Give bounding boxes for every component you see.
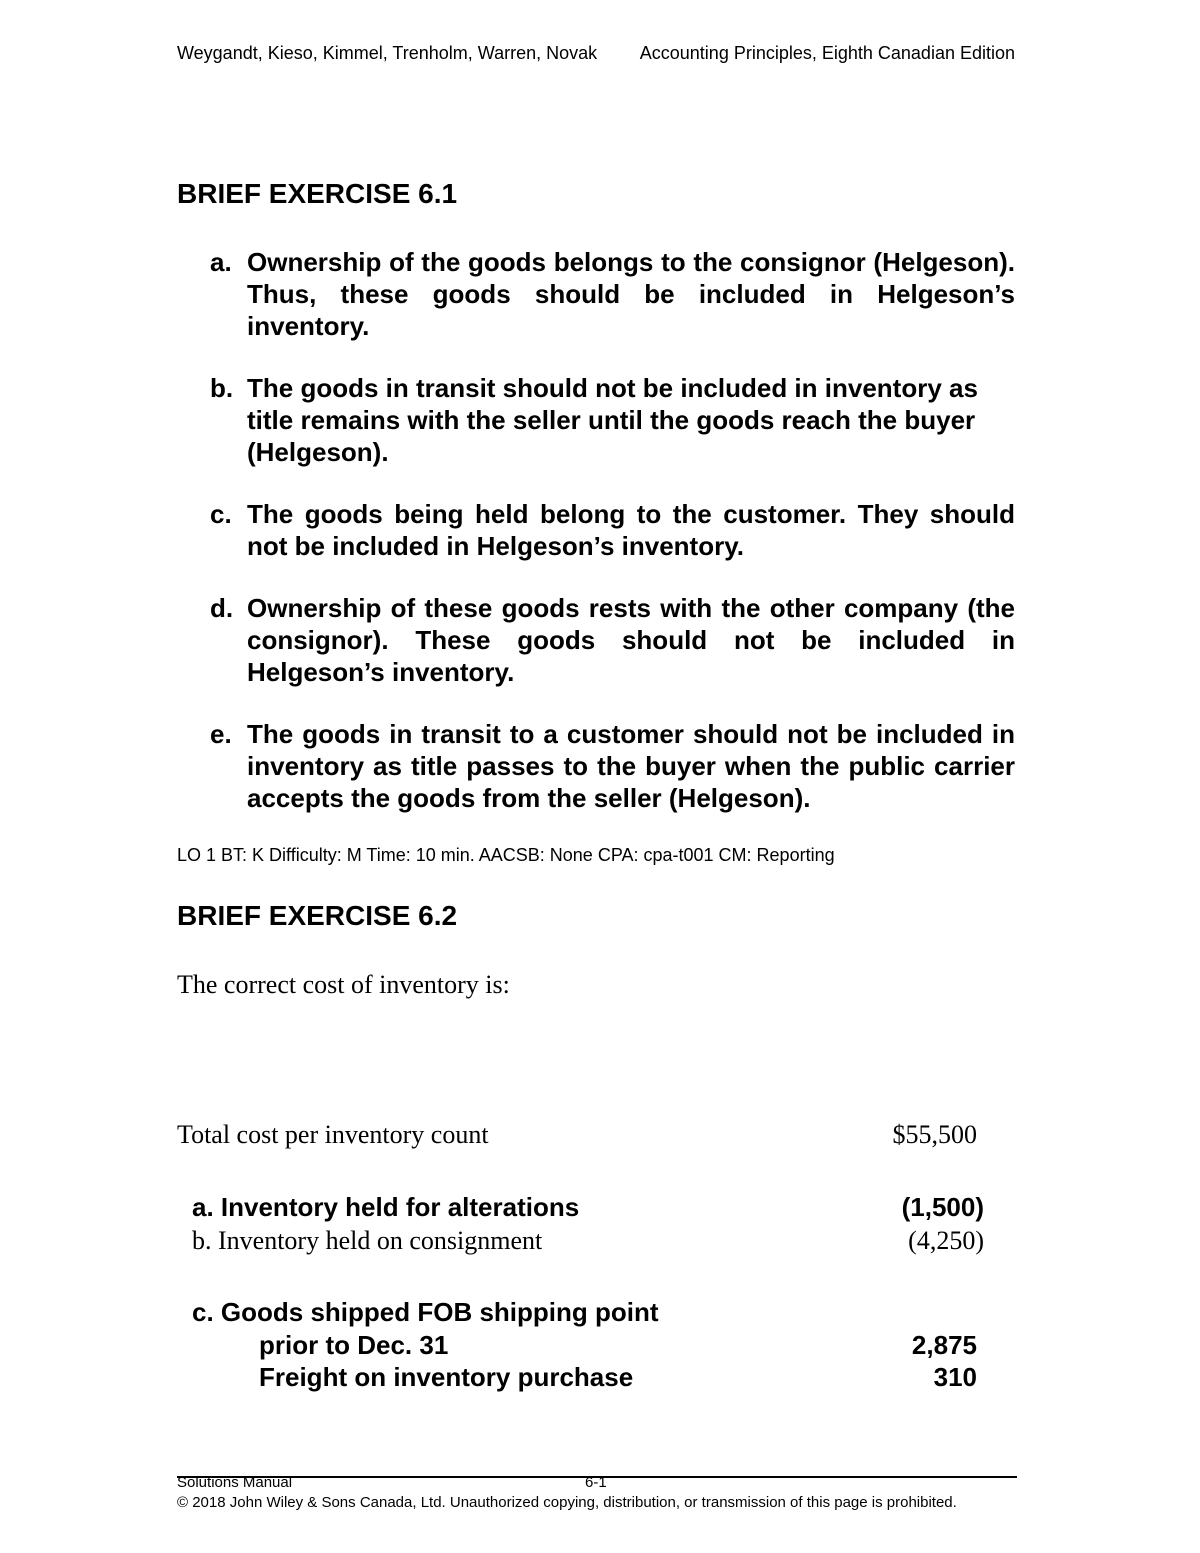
row-label: Total cost per inventory count (177, 1120, 489, 1149)
ex2-title: BRIEF EXERCISE 6.2 (177, 900, 458, 931)
item-letter: a. (210, 247, 232, 277)
footer-copyright: © 2018 John Wiley & Sons Canada, Ltd. Unauthorized copying, distribution, or transmission of this page is prohibited. (177, 1494, 957, 1511)
footer-page-number: 6-1 (585, 1474, 607, 1491)
header-book-title: Accounting Principles, Eighth Canadian Edition (639, 43, 1015, 63)
item-letter: e. (210, 719, 232, 749)
list-item (210, 498, 1015, 562)
ex1-metadata: LO 1 BT: K Difficulty: M Time: 10 min. AACSB: None CPA: cpa-t001 CM: Reporting (177, 845, 835, 865)
item-letter: d. (210, 593, 234, 623)
row-label: b. Inventory held on consignment (192, 1226, 543, 1255)
row-label: a. Inventory held for alterations (192, 1192, 580, 1222)
list-item (210, 372, 1015, 468)
item-text: The goods in transit to a customer should not be included in inventory as title passes to the buyer when the public carrier accepts the goods from the seller (Helgeson). (247, 719, 1015, 813)
item-letter: c. (210, 499, 232, 529)
header-authors: Weygandt, Kieso, Kimmel, Trenholm, Warren, Novak (177, 43, 598, 63)
list-item (210, 592, 1015, 688)
row-amount: (4,250) (908, 1226, 984, 1255)
row-label: Freight on inventory purchase (259, 1362, 634, 1392)
list-item (210, 246, 1015, 342)
item-text: The goods in transit should not be included in inventory as title remains with the seller until the goods reach the buyer (Helgeson). (247, 373, 978, 467)
row-label: prior to Dec. 31 (259, 1330, 449, 1360)
list-item (210, 718, 1015, 814)
row-amount: 310 (933, 1362, 977, 1392)
item-text: The goods being held belong to the customer. They should not be included in Helgeson’s inventory. (247, 499, 1015, 561)
row-label: c. Goods shipped FOB shipping point (192, 1297, 659, 1327)
row-amount: $55,500 (892, 1120, 977, 1149)
row-amount: (1,500) (901, 1192, 984, 1222)
ex2-intro: The correct cost of inventory is: (177, 970, 510, 999)
row-amount: 2,875 (911, 1330, 977, 1360)
ex1-answer-list (210, 246, 1015, 844)
item-text: Ownership of the goods belongs to the consignor (Helgeson). Thus, these goods should be included in Helgeson’s inventory. (247, 247, 1015, 341)
item-letter: b. (210, 373, 234, 403)
ex1-title: BRIEF EXERCISE 6.1 (177, 178, 458, 209)
footer-manual-label: Solutions Manual (177, 1474, 293, 1491)
item-text: Ownership of these goods rests with the other company (the consignor). These goods should not be included in Helgeson’s inventory. (247, 593, 1015, 687)
